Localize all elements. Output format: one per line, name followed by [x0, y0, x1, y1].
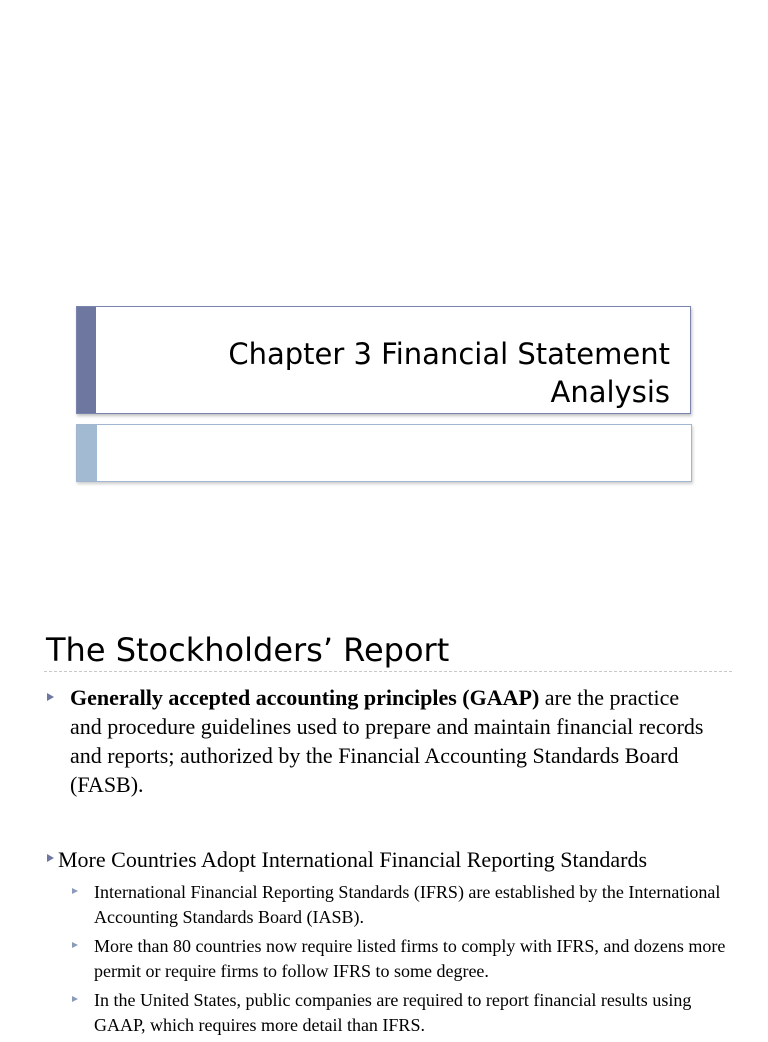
sub-bullet-arrow-icon: [72, 996, 78, 1002]
content-slide-title: The Stockholders’ Report: [46, 631, 450, 669]
ifrs-sub-list: [94, 880, 734, 1042]
sub-bullet-arrow-icon: [72, 942, 78, 948]
bullet-ifrs-heading: More Countries Adopt International Financial Reporting Standards: [58, 847, 648, 872]
sub-bullet-text: International Financial Reporting Standards (IFRS) are established by the International Accounting Standards Board (IASB).: [94, 882, 721, 927]
subtitle-accent-bar: [77, 425, 97, 481]
title-accent-bar: [77, 307, 96, 413]
sub-bullet-arrow-icon: [72, 888, 78, 894]
sub-bullet-item: [94, 988, 734, 1038]
sub-bullet-text: In the United States, public companies are required to report financial results using GAAP, which requires more detail than IFRS.: [94, 990, 692, 1035]
bullet-gaap: [70, 683, 710, 799]
title-divider: [44, 671, 732, 672]
slide-title: Chapter 3 Financial Statement Analysis: [228, 337, 670, 409]
sub-bullet-text: More than 80 countries now require listed firms to comply with IFRS, and dozens more permit or require firms to follow IFRS to some degree.: [94, 936, 726, 981]
content-slide: [0, 576, 768, 1035]
gaap-definition: are the practice and procedure guidelines used to prepare and maintain financial records and reports; authorized by the Financial Accounting Standards Board (FASB).: [70, 685, 704, 797]
bullet-arrow-icon: [47, 854, 54, 862]
title-placeholder: [76, 306, 691, 414]
sub-bullet-item: [94, 934, 734, 984]
bullet-arrow-icon: [47, 693, 54, 701]
sub-bullet-item: [94, 880, 734, 930]
gaap-term: Generally accepted accounting principles (GAAP): [70, 685, 540, 710]
subtitle-placeholder: [76, 424, 692, 482]
